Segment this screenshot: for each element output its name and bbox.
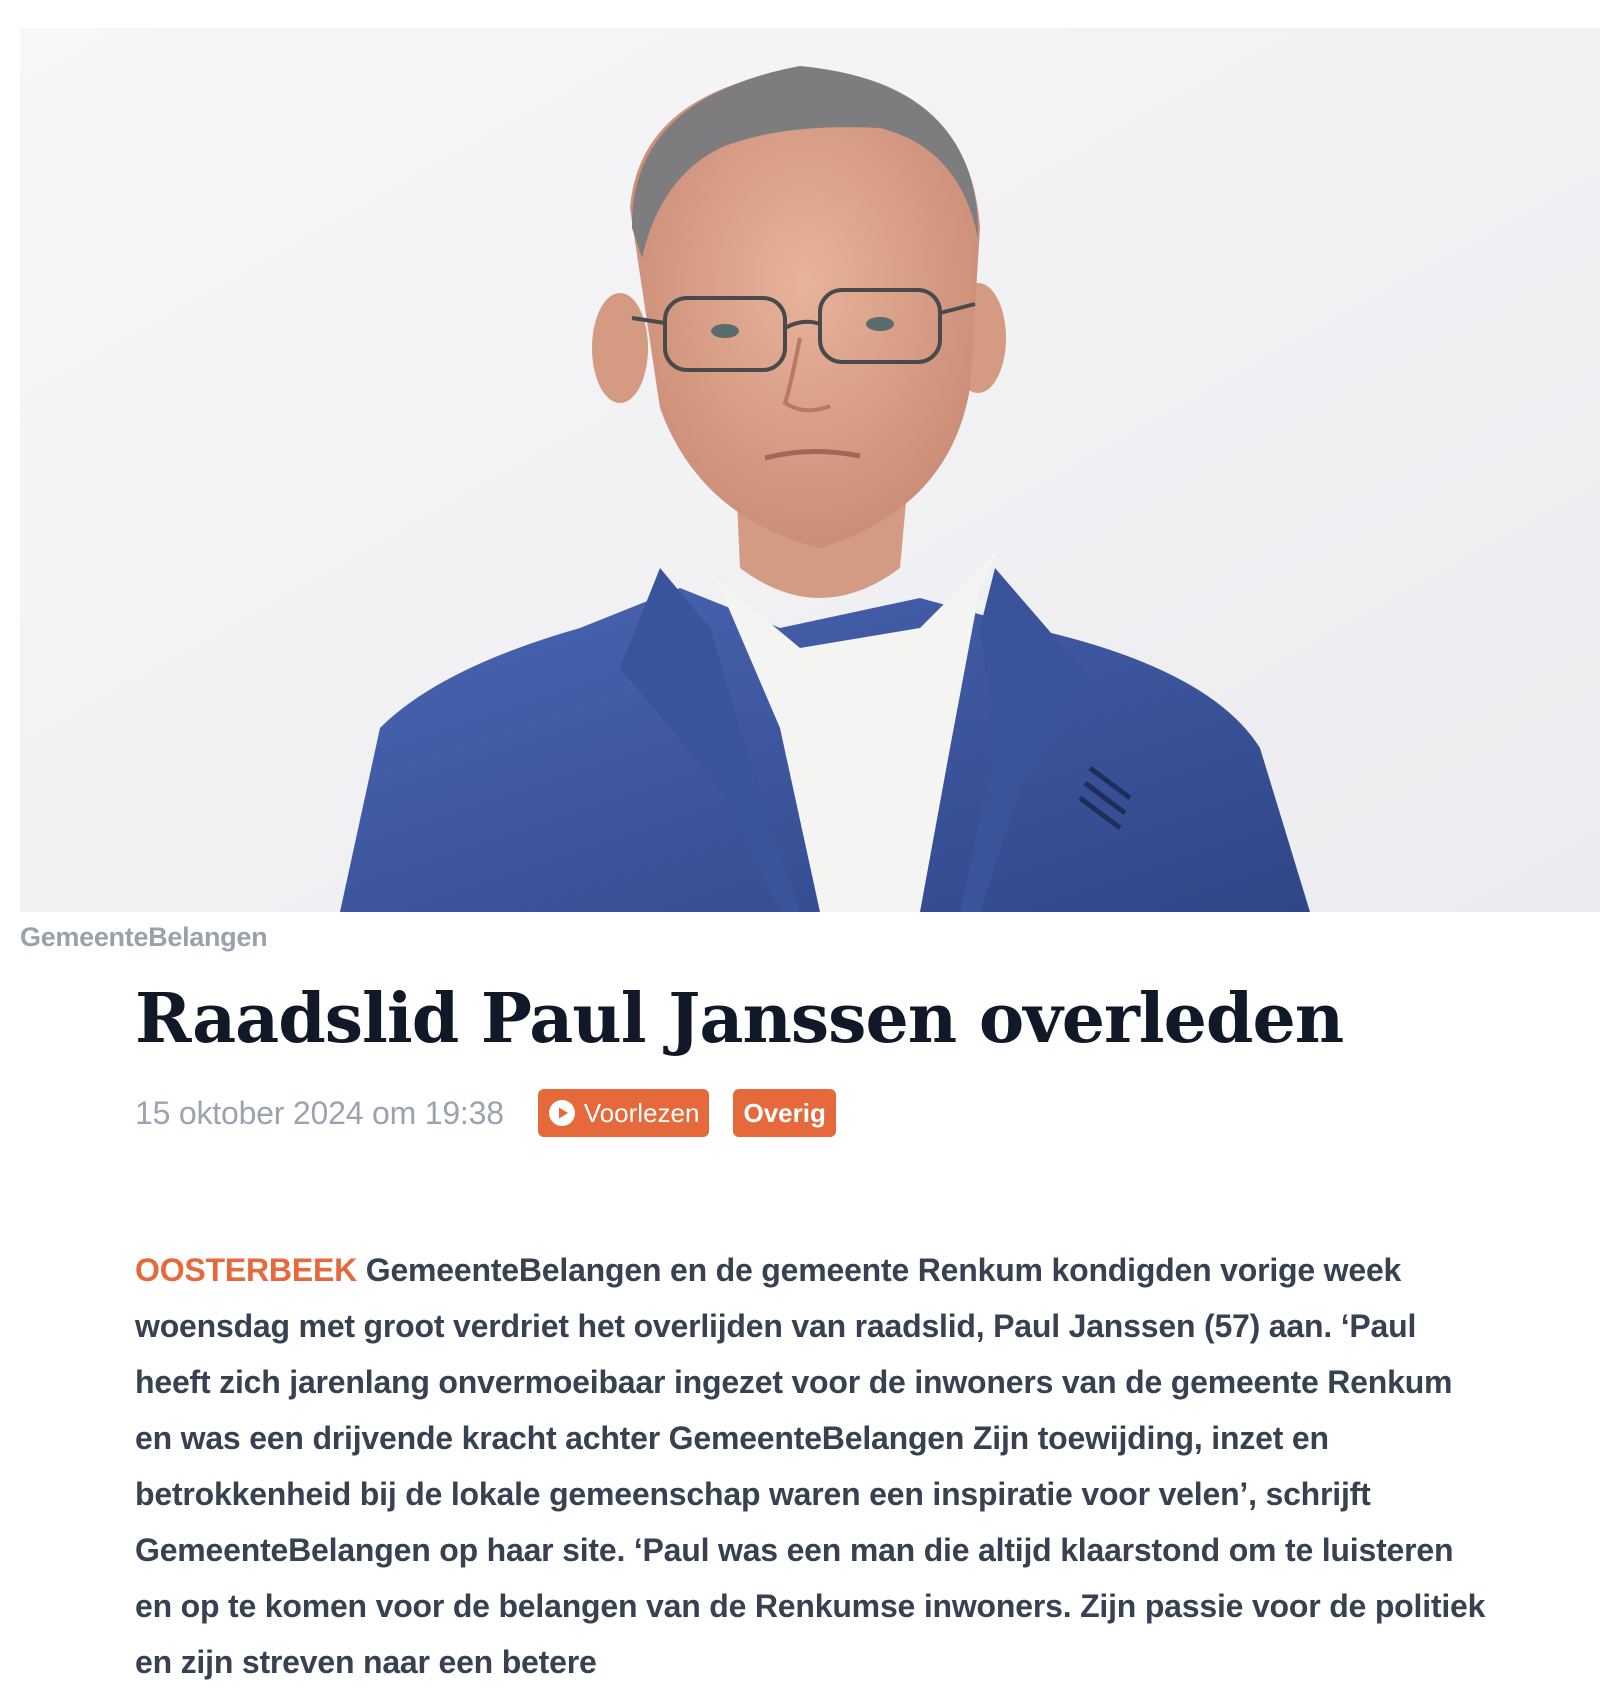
hero-image: [20, 28, 1600, 912]
article-body-text: GemeenteBelangen en de gemeente Renkum kondigden vorige week woensdag met groot verdriet het overlijden van raadslid, Paul Janssen (57) aan. ‘Paul heeft zich jarenlang onvermoeibaar ingezet voor de inwoners van de gemeente Renkum en was een drijvende kracht achter GemeenteBelangen Zijn toewijding, inzet en betrokkenheid bij de lokale gemeenschap waren een inspiratie voor velen’, schrijft GemeenteBelangen op haar site. ‘Paul was een man die altijd klaarstond om te luisteren en op te komen voor de belangen van de Renkumse inwoners. Zijn passie voor de politiek en zijn streven naar een betere: [135, 1252, 1486, 1681]
article-meta: [135, 1088, 1490, 1138]
dateline: OOSTERBEEK: [135, 1252, 358, 1289]
category-label: Overig: [743, 1097, 826, 1128]
category-badge[interactable]: [733, 1089, 835, 1137]
photo-caption: GemeenteBelangen: [20, 922, 268, 952]
read-aloud-button[interactable]: [538, 1089, 710, 1137]
article-title: Raadslid Paul Janssen overleden: [135, 979, 1344, 1059]
portrait-illustration: [20, 28, 1600, 912]
play-circle-icon: [548, 1099, 576, 1127]
article: [135, 980, 1490, 1690]
publish-date: 15 oktober 2024 om 19:38: [135, 1094, 504, 1131]
read-aloud-label: Voorlezen: [583, 1097, 700, 1128]
article-body: [135, 1242, 1490, 1690]
